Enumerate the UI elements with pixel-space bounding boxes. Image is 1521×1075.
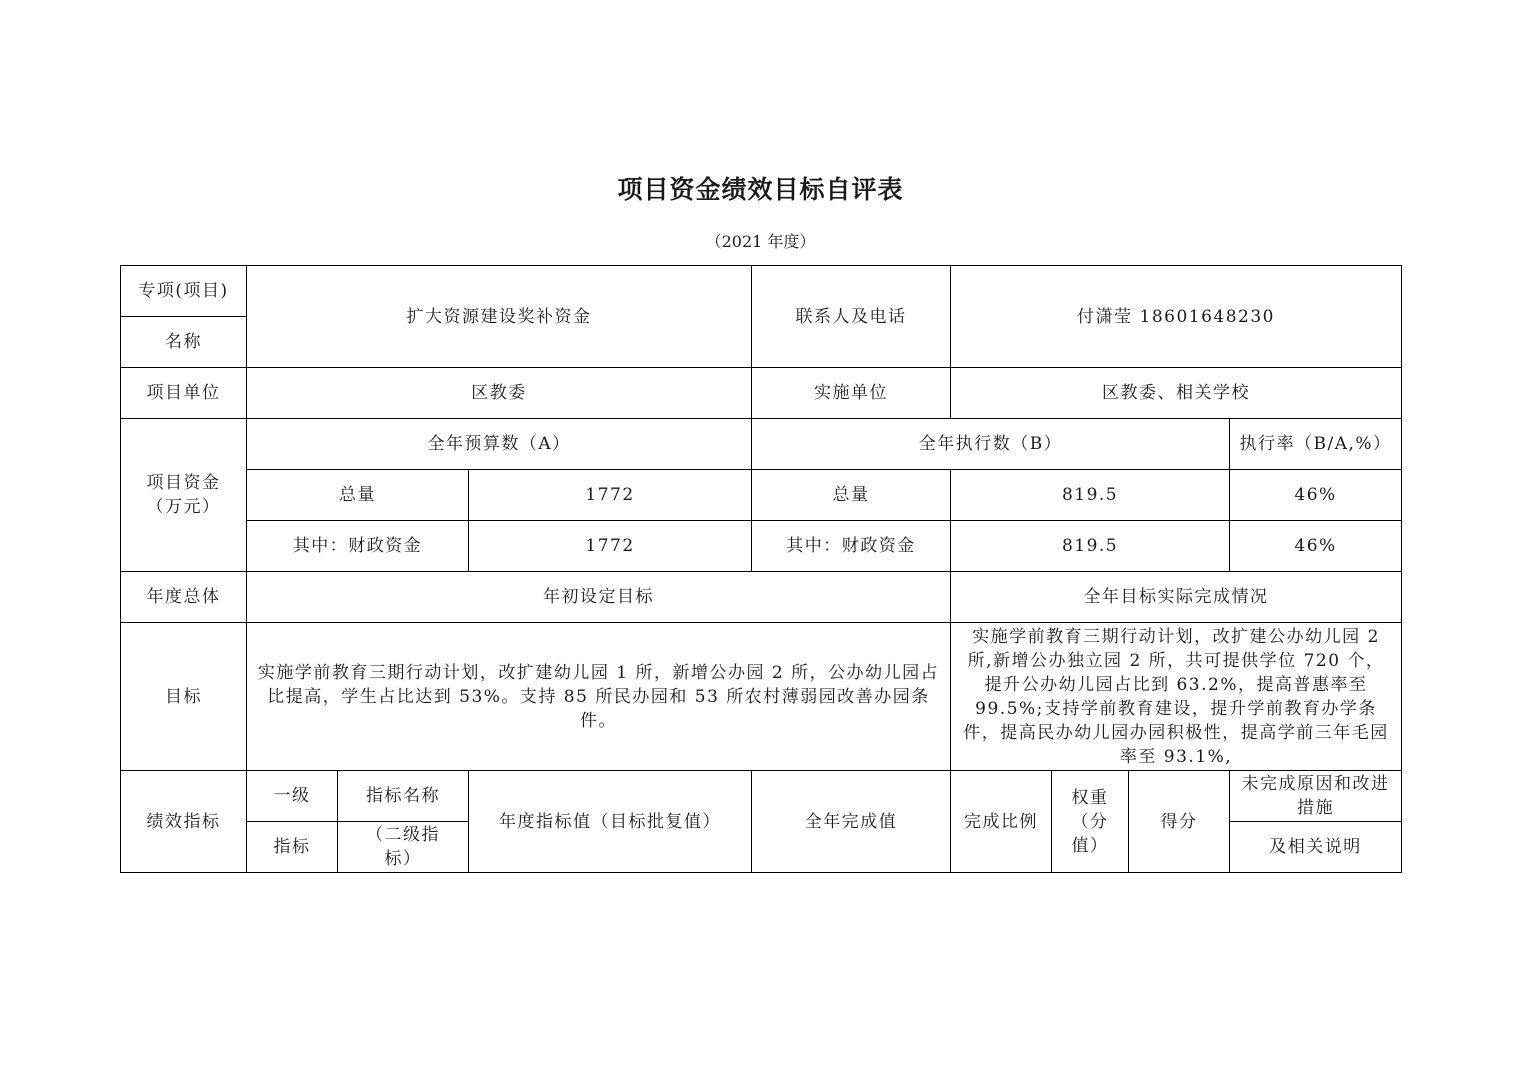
- impl-unit-label: 实施单位: [752, 368, 951, 419]
- annual-overall-label: 年度总体: [121, 572, 247, 623]
- funds-label: 项目资金（万元）: [121, 419, 247, 572]
- budget-fiscal-label: 其中：财政资金: [247, 521, 469, 572]
- table-row: [121, 419, 1402, 470]
- project-name-label-2: 名称: [121, 317, 247, 368]
- full-year-done-header: 全年完成值: [752, 771, 951, 873]
- document-title: 项目资金绩效目标自评表: [617, 175, 904, 204]
- impl-unit-value: 区教委、相关学校: [951, 368, 1402, 419]
- level1-indicator-label: 一级: [247, 771, 338, 822]
- reason-header: 未完成原因和改进措施: [1230, 771, 1402, 822]
- contact-value: 付潇莹 18601648230: [951, 266, 1402, 368]
- weight-header: 权重（分值）: [1052, 771, 1129, 873]
- rate-fiscal-value: 46%: [1230, 521, 1402, 572]
- indicator-name-label-2: （二级指标）: [338, 822, 469, 873]
- exec-total-value: 819.5: [951, 470, 1230, 521]
- document-year: （2021 年度）: [705, 232, 816, 251]
- goal-label: 目标: [121, 623, 247, 771]
- project-name-label: 专项(项目): [121, 266, 247, 317]
- perf-indicator-label: 绩效指标: [121, 771, 247, 873]
- budget-header: 全年预算数（A）: [247, 419, 752, 470]
- evaluation-form-table: [120, 265, 1402, 873]
- table-row: [121, 266, 1402, 317]
- table-row: [121, 521, 1402, 572]
- score-header: 得分: [1129, 771, 1230, 873]
- exec-total-label: 总量: [752, 470, 951, 521]
- unit-label: 项目单位: [121, 368, 247, 419]
- annual-target-header: 年度指标值（目标批复值）: [469, 771, 752, 873]
- table-row: [121, 470, 1402, 521]
- budget-total-value: 1772: [469, 470, 752, 521]
- table-row: [121, 771, 1402, 822]
- table-row: [121, 623, 1402, 771]
- table-row: [121, 572, 1402, 623]
- contact-label: 联系人及电话: [752, 266, 951, 368]
- table-row: [121, 368, 1402, 419]
- actual-goal-header: 全年目标实际完成情况: [951, 572, 1402, 623]
- actual-goal-text: 实施学前教育三期行动计划，改扩建公办幼儿园 2 所,新增公办独立园 2 所，共可提供学位 720 个，提升公办幼儿园占比到 63.2%，提高普惠率至 99.5%;支持学前教育建设，提升学前教育办学条件，提高民办幼儿园办园积极性，提高学前三年毛园率至 93.1%,: [951, 623, 1402, 771]
- budget-fiscal-value: 1772: [469, 521, 752, 572]
- exec-fiscal-value: 819.5: [951, 521, 1230, 572]
- project-name-value: 扩大资源建设奖补资金: [247, 266, 752, 368]
- rate-total-value: 46%: [1230, 470, 1402, 521]
- unit-value: 区教委: [247, 368, 752, 419]
- indicator-name-label: 指标名称: [338, 771, 469, 822]
- level1-indicator-label-2: 指标: [247, 822, 338, 873]
- initial-goal-text: 实施学前教育三期行动计划，改扩建幼儿园 1 所，新增公办园 2 所，公办幼儿园占比提高，学生占比达到 53%。支持 85 所民办园和 53 所农村薄弱园改善办园条件。: [247, 623, 951, 771]
- completion-ratio-header: 完成比例: [951, 771, 1052, 873]
- exec-fiscal-label: 其中：财政资金: [752, 521, 951, 572]
- exec-header: 全年执行数（B）: [752, 419, 1230, 470]
- rate-header: 执行率（B/A,%）: [1230, 419, 1402, 470]
- initial-goal-header: 年初设定目标: [247, 572, 951, 623]
- budget-total-label: 总量: [247, 470, 469, 521]
- reason-header-2: 及相关说明: [1230, 822, 1402, 873]
